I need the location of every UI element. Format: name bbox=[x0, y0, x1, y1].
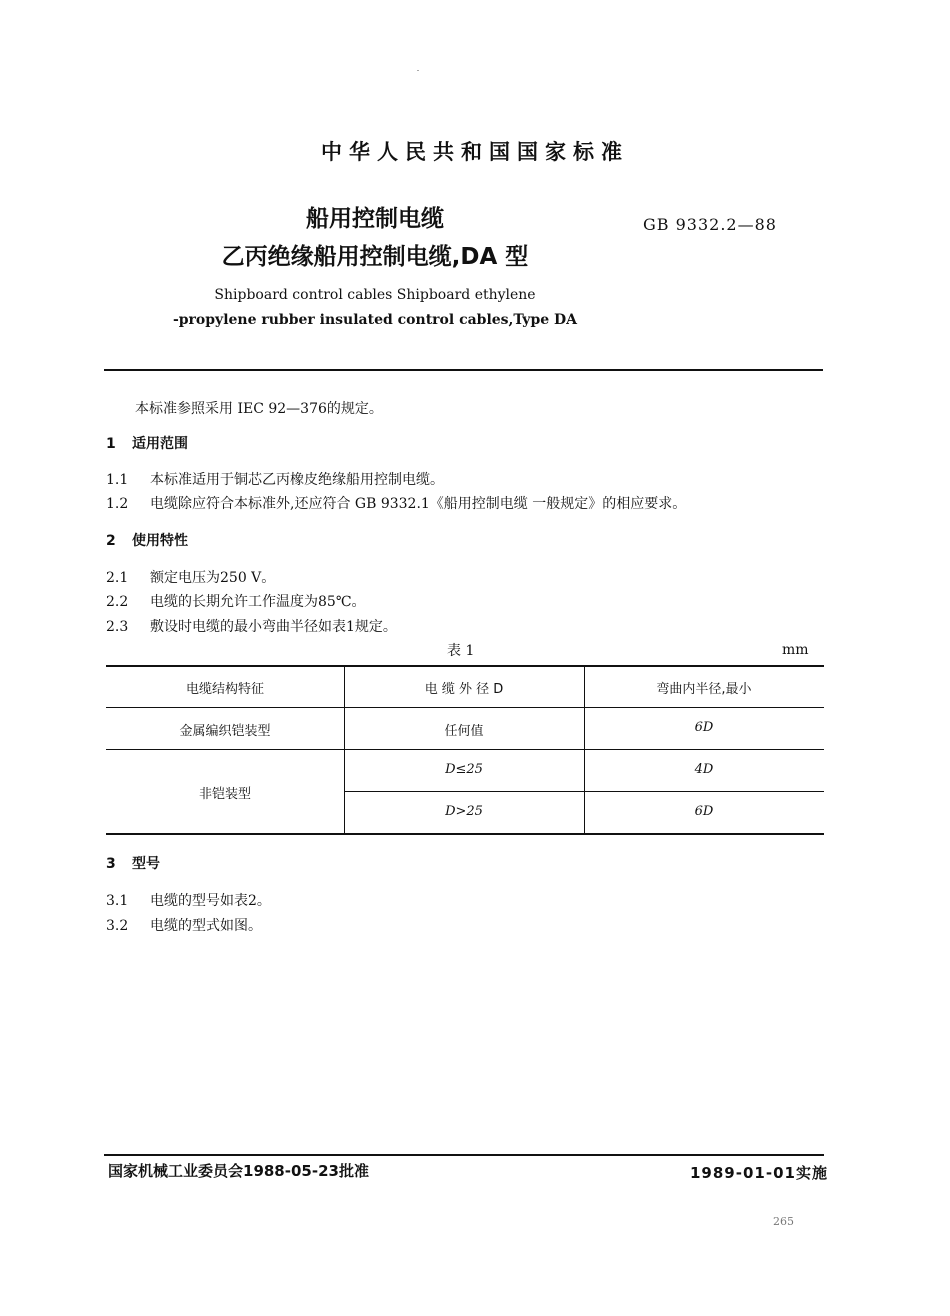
section-3-title: 型号 bbox=[132, 856, 160, 872]
document-title-sub: 乙丙绝缘船用控制电缆,DA 型 bbox=[221, 244, 529, 270]
english-title-line1: Shipboard control cables Shipboard ethylene bbox=[214, 287, 536, 303]
document-title-main: 船用控制电缆 bbox=[306, 206, 444, 232]
clause-1-2: 1.2 电缆除应符合本标准外,还应符合 GB 9332.1《船用控制电缆 一般规定》的相应要求。 bbox=[106, 496, 687, 512]
section-3-heading bbox=[106, 853, 160, 873]
table-caption: 表 1 bbox=[447, 643, 475, 659]
clause-2-2: 2.2 电缆的长期允许工作温度为85℃。 bbox=[106, 594, 366, 610]
table-header-rule bbox=[106, 707, 824, 708]
section-1-title: 适用范围 bbox=[132, 436, 188, 452]
implementation-date: 1989-01-01实施 bbox=[690, 1164, 828, 1182]
section-2-title: 使用特性 bbox=[132, 533, 188, 549]
bending-radius-table bbox=[106, 665, 824, 835]
standard-number: GB 9332.2—88 bbox=[643, 215, 777, 234]
table-cell-diameter: 任何值 bbox=[444, 724, 484, 739]
table-header-structure: 电缆结构特征 bbox=[185, 682, 264, 697]
table-cell-diameter: D>25 bbox=[445, 804, 483, 819]
section-1-heading bbox=[106, 433, 188, 453]
clause-1-1: 1.1 本标准适用于铜芯乙丙橡皮绝缘船用控制电缆。 bbox=[106, 472, 444, 488]
section-2-number: 2 bbox=[106, 533, 116, 549]
table-cell-radius: 4D bbox=[694, 762, 714, 777]
section-2-heading bbox=[106, 530, 188, 550]
header-divider bbox=[104, 369, 823, 371]
clause-2-1: 2.1 额定电压为250 V。 bbox=[106, 570, 276, 586]
page-number: 265 bbox=[773, 1215, 794, 1228]
national-standard-heading: 中华人民共和国国家标准 bbox=[321, 140, 629, 164]
section-3-number: 3 bbox=[106, 856, 116, 872]
table-header-diameter: 电 缆 外 径 D bbox=[424, 682, 504, 697]
table-cell-diameter: D≤25 bbox=[445, 762, 483, 777]
clause-2-3: 2.3 敷设时电缆的最小弯曲半径如表1规定。 bbox=[106, 619, 397, 635]
footer-divider bbox=[104, 1154, 824, 1156]
table-row-rule bbox=[106, 749, 824, 750]
english-title-line2: -propylene rubber insulated control cables,Type DA bbox=[172, 312, 578, 328]
clause-3-1: 3.1 电缆的型号如表2。 bbox=[106, 893, 271, 909]
table-top-rule bbox=[106, 665, 824, 667]
approval-text: 国家机械工业委员会1988-05-23批准 bbox=[108, 1162, 369, 1180]
table-cell-radius: 6D bbox=[694, 720, 714, 735]
intro-text: 本标准参照采用 IEC 92—376的规定。 bbox=[135, 401, 383, 417]
table-bottom-rule bbox=[106, 833, 824, 835]
table-cell-structure: 非铠装型 bbox=[198, 787, 251, 802]
table-cell-structure: 金属编织铠装型 bbox=[179, 724, 271, 739]
table-header-radius: 弯曲内半径,最小 bbox=[656, 682, 752, 697]
table-unit: mm bbox=[782, 642, 809, 658]
table-cell-radius: 6D bbox=[694, 804, 714, 819]
scan-mark bbox=[417, 70, 419, 71]
clause-3-2: 3.2 电缆的型式如图。 bbox=[106, 918, 262, 934]
section-1-number: 1 bbox=[106, 436, 116, 452]
